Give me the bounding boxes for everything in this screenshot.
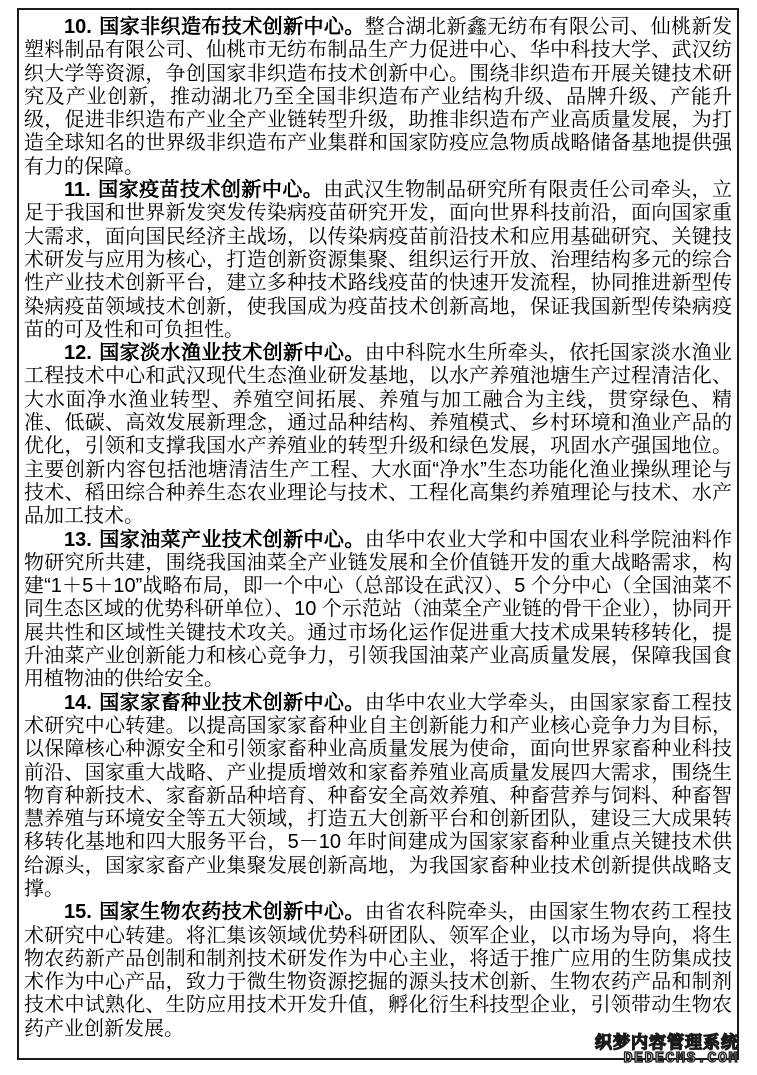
paragraph-body-text: 由华中农业大学和中国农业科学院油料作物研究所共建，围绕我国油菜全产业链发展和全价值链开发的重大战略需求，构建“1＋5＋10”战略布局，即一个中心（总部设在武汉）、5 个分中心（全国油菜不同生态区域的优势科研单位）、10 个示范站（油菜全产业链的骨干企业），协同开展共性和区域性关键技术攻关。通过市场化运作促进重大技术成果转移转化，提升油菜产业创新能力和核心竞争力，引领我国油菜产业高质量发展，保障我国食用植物油的供给安全。 [24,528,733,691]
paragraph-number: 13. [64,528,92,551]
paragraph-title: 国家非织造布技术创新中心。 [98,16,365,38]
paragraph-number: 11. [64,179,91,202]
paragraph-title: 国家疫苗技术创新中心。 [97,179,324,202]
paragraph-title: 国家油菜产业技术创新中心。 [98,528,365,551]
paragraph-title: 国家生物农药技术创新中心。 [98,901,365,924]
paragraph-15 [24,901,732,1041]
paragraph-body-text: 由省农科院牵头，由国家生物农药工程技术研究中心转建。将汇集该领域优势科研团队、领军企业，以市场为导向，将生物农药新产品创制和制剂技术研发作为中心主业，将适于推广应用的生防集成技术作为中心产品，致力于微生物资源挖掘的源头技术创新、生物农药产品和制剂技术中试熟化、生防应用技术开发升值，孵化衍生科技型企业，引领带动生物农药产业创新发展。 [24,901,733,1040]
paragraph-body-text: 由中科院水生所牵头，依托国家淡水渔业工程技术中心和武汉现代生态渔业研发基地，以水产养殖池塘生产过程清洁化、大水面净水渔业转型、养殖空间拓展、养殖与加工融合为主线，贯穿绿色、精准、低碳、高效发展新理念，通过品种结构、养殖模式、乡村环境和渔业产品的优化，引领和支撑我国水产养殖业的转型升级和绿色发展，巩固水产强国地位。主要创新内容包括池塘清洁生产工程、大水面“净水”生态功能化渔业操纵理论与技术、稻田综合种养生态农业理论与技术、工程化高集约养殖理论与技术、水产品加工技术。 [24,342,733,528]
paragraph-body-text: 整合湖北新鑫无纺布有限公司、仙桃新发塑料制品有限公司、仙桃市无纺布制品生产力促进中心、华中科技大学、武汉纺织大学等资源，争创国家非织造布技术创新中心。围绕非织造布开展关键技术研究及产业创新，推动湖北乃至全国非织造布产业结构升级、品牌升级、产能升级，促进非织造布产业全产业链转型升级，助推非织造布产业高质量发展，为打造全球知名的世界级非织造布产业集群和国家防疫应急物质战略储备基地提供强有力的保障。 [24,16,733,178]
paragraph-12 [24,342,732,528]
paragraph-10 [24,16,732,179]
paragraph-number: 10. [64,16,92,38]
paragraph-11 [24,179,732,342]
paragraph-number: 14. [64,691,92,714]
watermark-domain-text: DEDECMS.COM [623,1050,739,1067]
paragraph-body-text: 由华中农业大学牵头，由国家家畜工程技术研究中心转建。以提高国家家畜种业自主创新能力和产业核心竞争力为目标，以保障核心种源安全和引领家畜种业高质量发展为使命，面向世界家畜种业科技前沿、国家重大战略、产业提质增效和家畜养殖业高质量发展四大需求，围绕生物育种新技术、家畜新品种培育、种畜安全高效养殖、种畜营养与饲料、种畜智慧养殖与环境安全等五大领域，打造五大创新平台和创新团队，建设三大成果转移转化基地和四大服务平台，5－10 年时间建成为国家家畜种业重点关键技术供给源头，国家家畜产业集聚发展创新高地，为我国家畜种业技术创新提供战略支撑。 [24,691,733,900]
paragraph-body-text: 由武汉生物制品研究所有限责任公司牵头，立足于我国和世界新发突发传染病疫苗研究开发，面向世界科技前沿，面向国家重大需求，面向国民经济主战场，以传染病疫苗前沿技术和应用基础研究、关键技术研发与应用为核心，打造创新资源集聚、组织运行开放、治理结构多元的综合性产业技术创新平台，建立多种技术路线疫苗的快速开发流程，协同推进新型传染病疫苗领域技术创新，使我国成为疫苗技术创新高地，保证我国新型传染病疫苗的可及性和可负担性。 [24,179,733,341]
dedecms-watermark [595,1034,739,1066]
page-border-frame [17,8,739,1060]
paragraph-number: 12. [64,342,92,365]
paragraph-number: 15. [64,901,92,924]
paragraph-14 [24,692,732,902]
paragraph-title: 国家家畜种业技术创新中心。 [98,691,365,714]
document-body [24,16,732,1041]
watermark-cn-text: 织梦内容管理系统 [595,1033,739,1052]
paragraph-13 [24,529,732,692]
paragraph-title: 国家淡水渔业技术创新中心。 [98,342,365,365]
